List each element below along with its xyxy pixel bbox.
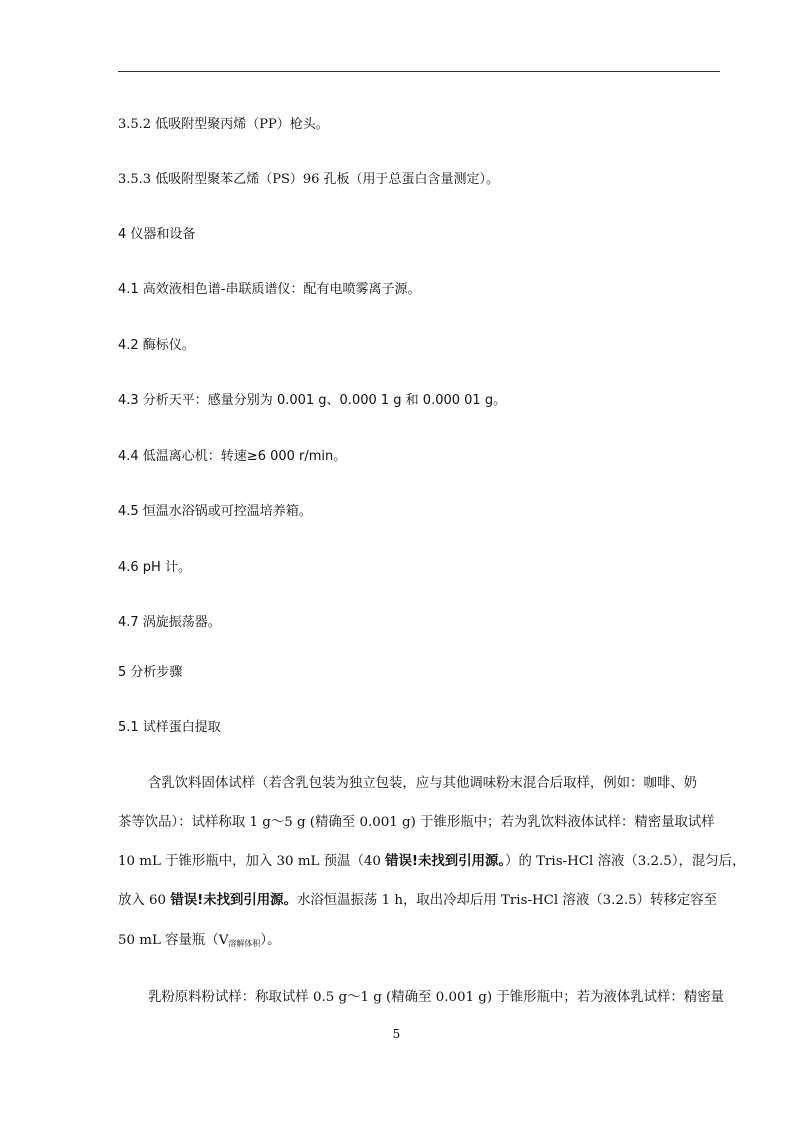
subscript-dissolved-volume: 溶解体积 [228, 939, 261, 948]
section-5-1-heading: 5.1 试样蛋白提取 [118, 720, 221, 735]
item-4-7: 4.7 涡旋振荡器。 [118, 615, 221, 630]
paragraph-text: 10 mL 于锥形瓶中，加入 30 mL 预温（40 [118, 854, 386, 869]
reference-error: 错误!未找到引用源。 [385, 854, 506, 869]
item-4-2: 4.2 酶标仪。 [118, 338, 195, 353]
paragraph-line [118, 932, 280, 950]
paragraph-sample-extraction [118, 767, 746, 967]
reference-error: 错误!未找到引用源。 [170, 893, 297, 908]
paragraph-line: 乳粉原料粉试样：称取试样 0.5 g～1 g (精确至 0.001 g) 于锥形瓶中；若为液体乳试样：精密量 [148, 990, 724, 1005]
header-rule [118, 71, 720, 72]
paragraph-line: 含乳饮料固体试样（若含乳包装为独立包装，应与其他调味粉末混合后取样，例如：咖啡、奶 [148, 776, 698, 791]
item-3-5-2: 3.5.2 低吸附型聚丙烯（PP）枪头。 [118, 117, 329, 132]
section-4-heading: 4 仪器和设备 [118, 227, 196, 242]
paragraph-text: 水浴恒温振荡 1 h，取出冷却后用 Tris-HCl 溶液（3.2.5）转移定容至 [296, 893, 718, 908]
item-4-3: 4.3 分析天平：感量分别为 0.001 g、0.000 1 g 和 0.000 01 g。 [118, 393, 507, 408]
item-3-5-3: 3.5.3 低吸附型聚苯乙烯（PS）96 孔板（用于总蛋白含量测定）。 [118, 172, 500, 187]
paragraph-text: 50 mL 容量瓶（V [118, 933, 229, 948]
item-4-6: 4.6 pH 计。 [118, 560, 191, 575]
page-number: 5 [392, 1027, 401, 1041]
item-4-5: 4.5 恒温水浴锅或可控温培养箱。 [118, 504, 312, 519]
paragraph-line: 茶等饮品）：试样称取 1 g～5 g (精确至 0.001 g) 于锥形瓶中；若为乳饮料液体试样：精密量取试样 [118, 815, 715, 830]
paragraph-line [118, 892, 717, 910]
paragraph-text: ）。 [260, 933, 281, 948]
paragraph-milk-powder [118, 981, 724, 1011]
paragraph-text: 放入 60 [118, 893, 171, 908]
paragraph-text: ）的 Tris-HCl 溶液（3.2.5），混匀后， [505, 854, 746, 869]
section-5-heading: 5 分析步骤 [118, 665, 183, 680]
item-4-4: 4.4 低温离心机：转速≥6 000 r/min。 [118, 449, 347, 464]
item-4-1: 4.1 高效液相色谱-串联质谱仪：配有电喷雾离子源。 [118, 282, 421, 297]
paragraph-line [118, 853, 745, 871]
